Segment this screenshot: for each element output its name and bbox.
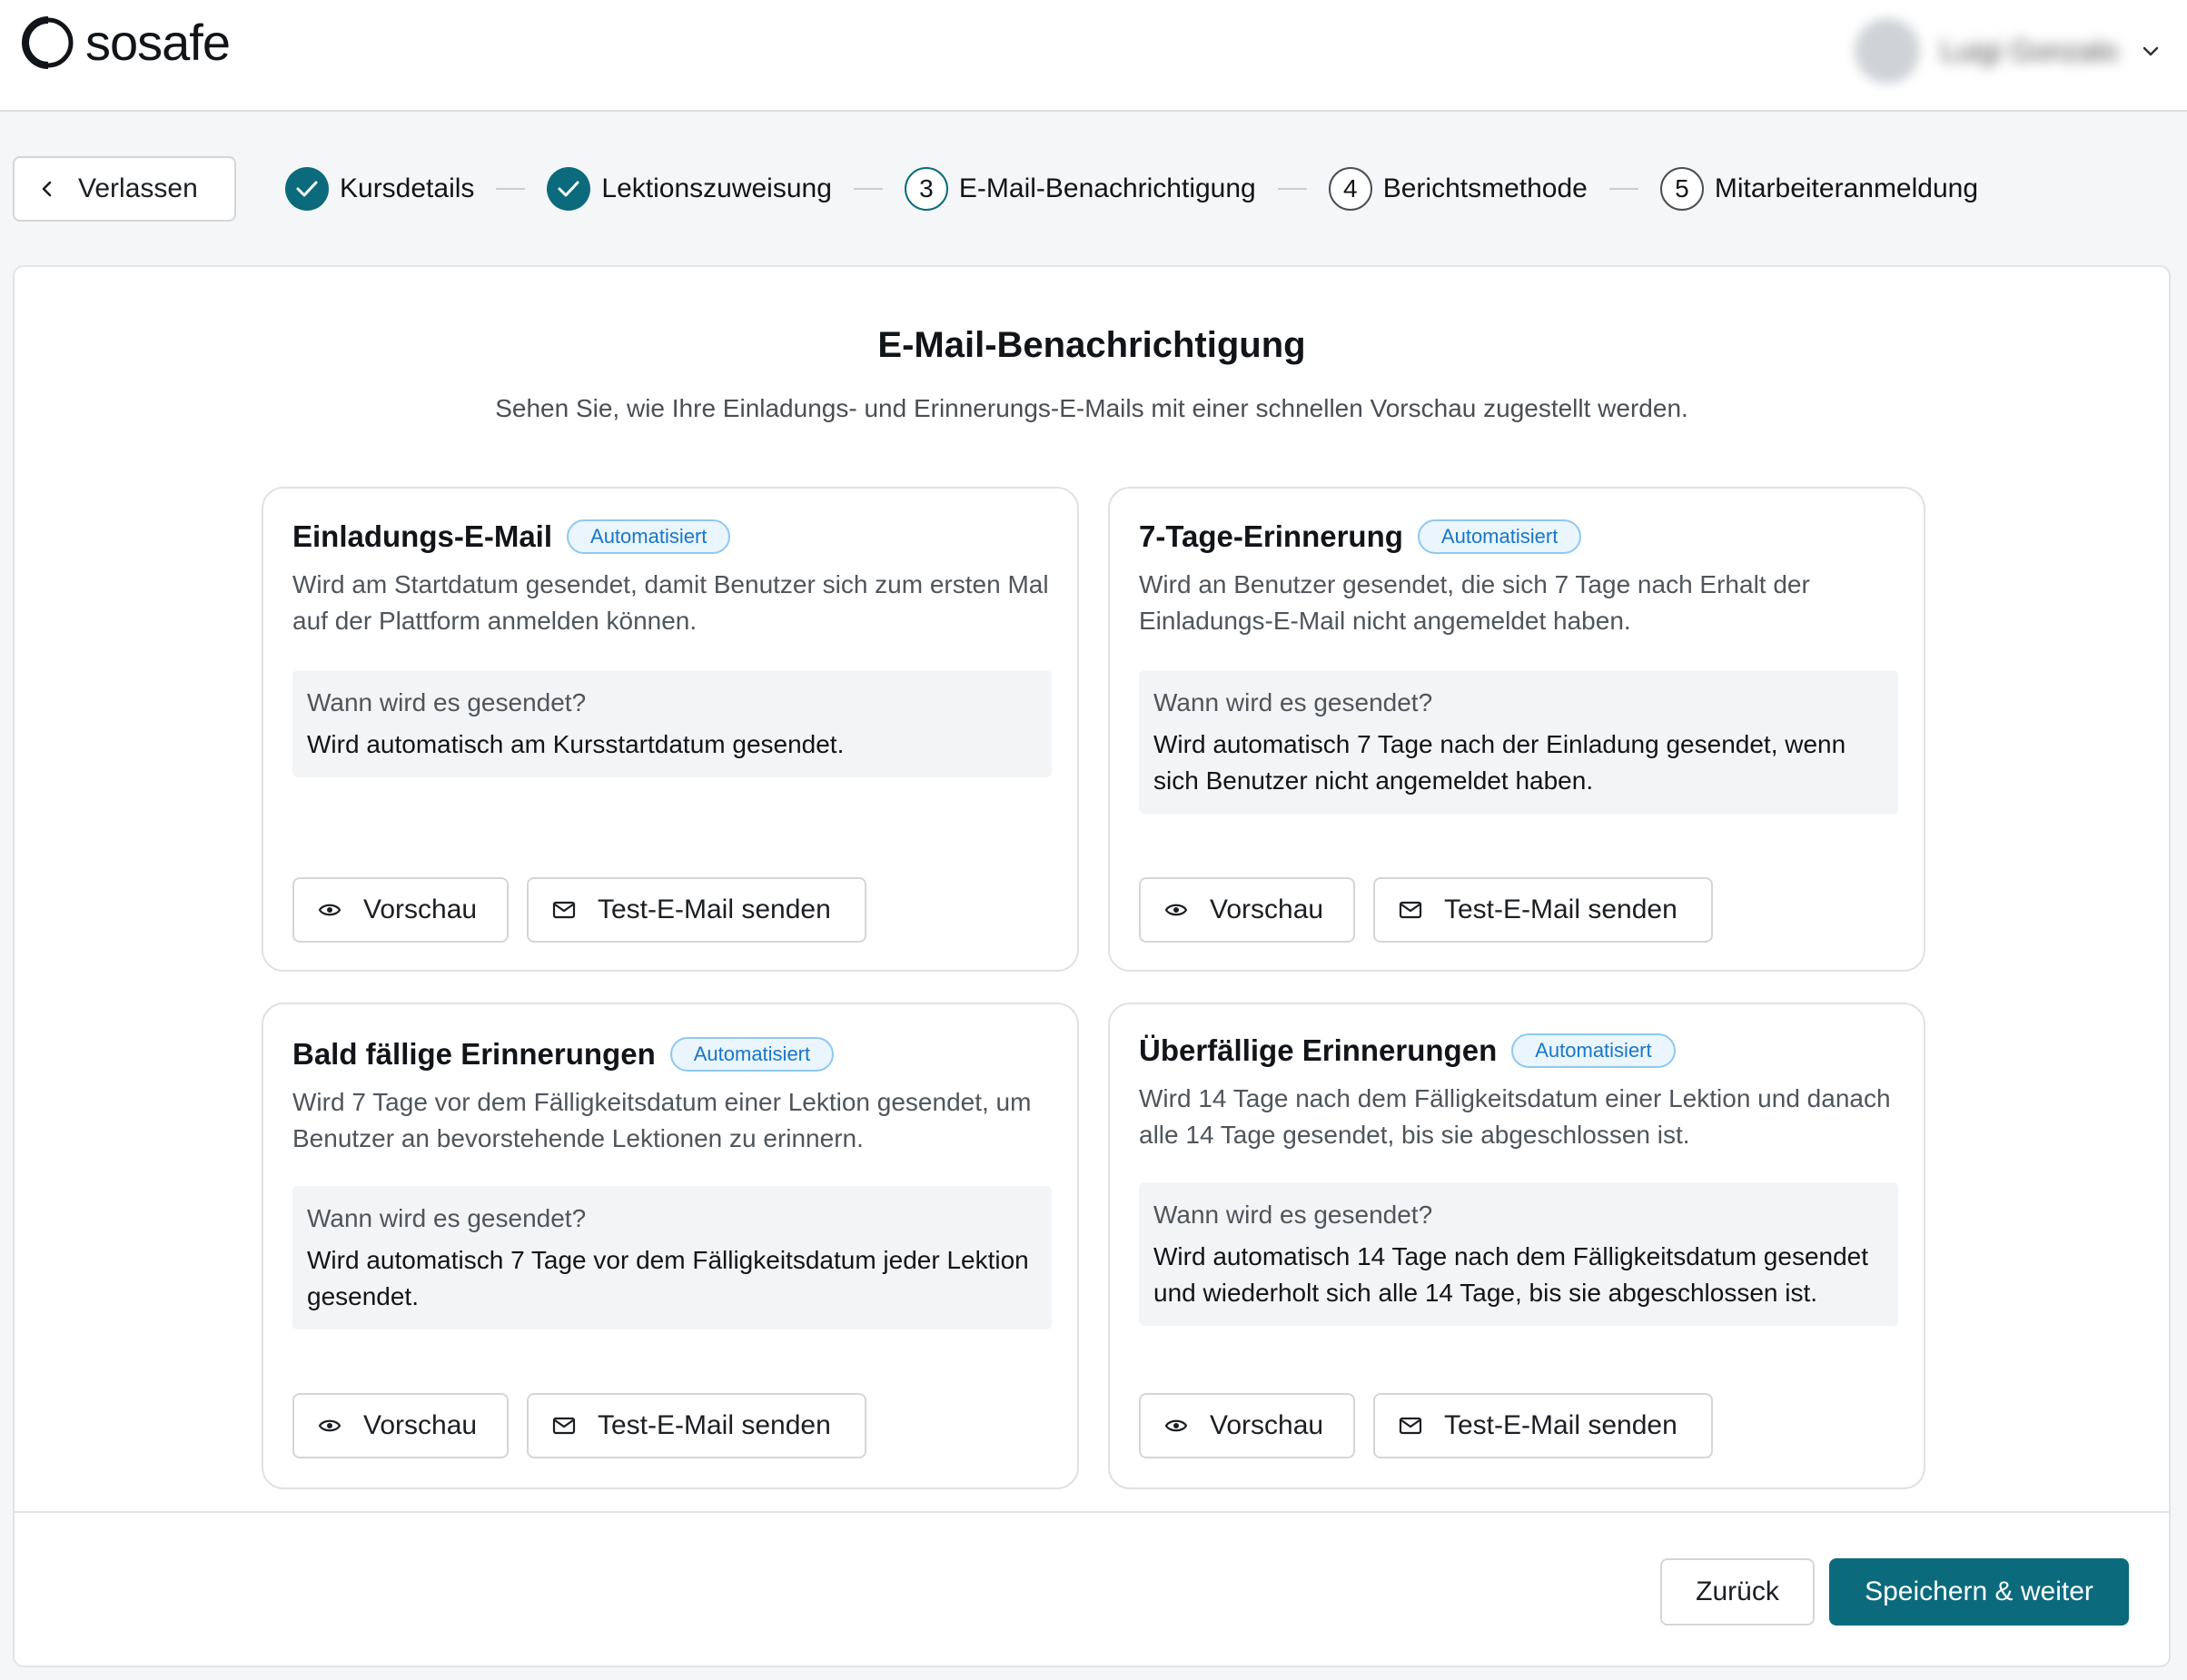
status-badge: Automatisiert (1418, 519, 1581, 554)
send-test-email-button[interactable] (527, 1393, 866, 1458)
email-card-due-soon (262, 1003, 1079, 1489)
preview-button-label: Vorschau (1210, 894, 1324, 924)
step-number: 5 (1660, 167, 1704, 211)
exit-button-label: Verlassen (78, 173, 198, 203)
sosafe-logo-icon (22, 16, 74, 69)
step-berichtsmethode[interactable] (1329, 167, 1588, 211)
eye-icon (318, 1418, 341, 1434)
main-panel (13, 265, 2171, 1667)
step-separator (496, 188, 525, 190)
status-badge: Automatisiert (670, 1037, 834, 1072)
step-done-check-icon (285, 167, 329, 211)
user-name: Luigi Gonzalo (1940, 34, 2118, 67)
steps (285, 167, 1978, 211)
email-card-7-day-reminder (1108, 487, 1925, 972)
preview-button[interactable] (1139, 1393, 1355, 1458)
preview-button[interactable] (292, 877, 509, 943)
mail-icon (552, 1417, 576, 1435)
when-text: Wird automatisch am Kursstartdatum gesendet. (307, 730, 845, 758)
avatar (1855, 18, 1920, 84)
mail-icon (1399, 901, 1422, 919)
page-title: E-Mail-Benachrichtigung (877, 325, 1306, 365)
exit-button[interactable] (13, 156, 236, 222)
card-title: Überfällige Erinnerungen (1139, 1033, 1498, 1067)
card-description: Wird 7 Tage vor dem Fälligkeitsdatum einer Lektion gesendet, um Benutzer an bevorstehende Lektionen zu erinnern. (292, 1088, 1032, 1152)
send-test-email-button[interactable] (1373, 877, 1713, 943)
send-test-email-button[interactable] (1373, 1393, 1713, 1458)
page-subtitle: Sehen Sie, wie Ihre Einladungs- und Erinnerungs-E-Mails mit einer schnellen Vorschau zugestellt werden. (495, 394, 1688, 422)
status-badge: Automatisiert (1511, 1033, 1675, 1068)
top-header (0, 0, 2187, 112)
preview-button[interactable] (292, 1393, 509, 1458)
card-description: Wird 14 Tage nach dem Fälligkeitsdatum einer Lektion und danach alle 14 Tage gesendet, bis sie abgeschlossen ist. (1139, 1084, 1891, 1149)
when-label: Wann wird es gesendet? (1153, 1201, 1433, 1229)
user-menu[interactable] (1855, 16, 2160, 85)
card-description: Wird am Startdatum gesendet, damit Benutzer sich zum ersten Mal auf der Plattform anmelden können. (292, 570, 1049, 635)
logo-text: sosafe (85, 14, 230, 71)
when-label: Wann wird es gesendet? (307, 688, 587, 716)
preview-button-label: Vorschau (363, 1410, 478, 1440)
when-text: Wird automatisch 14 Tage nach dem Fälligkeitsdatum gesendet und wiederholt sich alle 14 Tage, bis sie abgeschlossen ist. (1153, 1242, 1869, 1307)
step-label: Berichtsmethode (1382, 173, 1588, 203)
when-box (292, 670, 1052, 777)
when-box (292, 1186, 1052, 1329)
email-card-overdue (1108, 1003, 1925, 1489)
send-test-email-label: Test-E-Mail senden (598, 894, 831, 924)
mail-icon (552, 901, 576, 919)
card-description: Wird an Benutzer gesendet, die sich 7 Tage nach Erhalt der Einladungs-E-Mail nicht angemeldet haben. (1139, 570, 1810, 635)
eye-icon (1164, 902, 1188, 918)
preview-button[interactable] (1139, 877, 1355, 943)
step-label: Mitarbeiteranmeldung (1714, 173, 1979, 203)
step-label: E-Mail-Benachrichtigung (958, 173, 1256, 203)
when-label: Wann wird es gesendet? (307, 1204, 587, 1232)
step-number: 4 (1329, 167, 1372, 211)
card-title: 7-Tage-Erinnerung (1139, 519, 1403, 553)
back-button[interactable]: Zurück (1660, 1558, 1815, 1626)
step-separator (1278, 188, 1307, 190)
step-separator (854, 188, 883, 190)
footer-divider (15, 1511, 2169, 1513)
eye-icon (318, 902, 341, 918)
when-text: Wird automatisch 7 Tage vor dem Fälligkeitsdatum jeder Lektion gesendet. (307, 1246, 1029, 1310)
step-label: Lektionszuweisung (601, 173, 832, 203)
step-label: Kursdetails (340, 173, 475, 203)
stepper-bar (13, 156, 1978, 222)
sosafe-logo[interactable] (22, 16, 230, 69)
when-label: Wann wird es gesendet? (1153, 688, 1433, 716)
card-title: Bald fällige Erinnerungen (292, 1037, 656, 1071)
step-email-benachrichtigung[interactable] (905, 167, 1256, 211)
chevron-down-icon[interactable] (2142, 44, 2160, 57)
preview-button-label: Vorschau (363, 894, 478, 924)
send-test-email-label: Test-E-Mail senden (1444, 894, 1677, 924)
card-title: Einladungs-E-Mail (292, 519, 553, 553)
step-mitarbeiteranmeldung[interactable] (1660, 167, 1978, 211)
email-card-invitation (262, 487, 1079, 972)
send-test-email-label: Test-E-Mail senden (1444, 1410, 1677, 1440)
eye-icon (1164, 1418, 1188, 1434)
step-done-check-icon (547, 167, 590, 211)
status-badge: Automatisiert (567, 519, 730, 554)
mail-icon (1399, 1417, 1422, 1435)
save-and-continue-button[interactable]: Speichern & weiter (1829, 1558, 2129, 1626)
when-box (1139, 670, 1898, 814)
send-test-email-label: Test-E-Mail senden (598, 1410, 831, 1440)
chevron-left-icon (40, 178, 54, 200)
step-lektionszuweisung[interactable] (547, 167, 832, 211)
step-kursdetails[interactable] (285, 167, 474, 211)
step-number: 3 (905, 167, 948, 211)
preview-button-label: Vorschau (1210, 1410, 1324, 1440)
when-box (1139, 1182, 1898, 1326)
step-separator (1609, 188, 1638, 190)
send-test-email-button[interactable] (527, 877, 866, 943)
when-text: Wird automatisch 7 Tage nach der Einladung gesendet, wenn sich Benutzer nicht angemeldet haben. (1153, 730, 1846, 795)
